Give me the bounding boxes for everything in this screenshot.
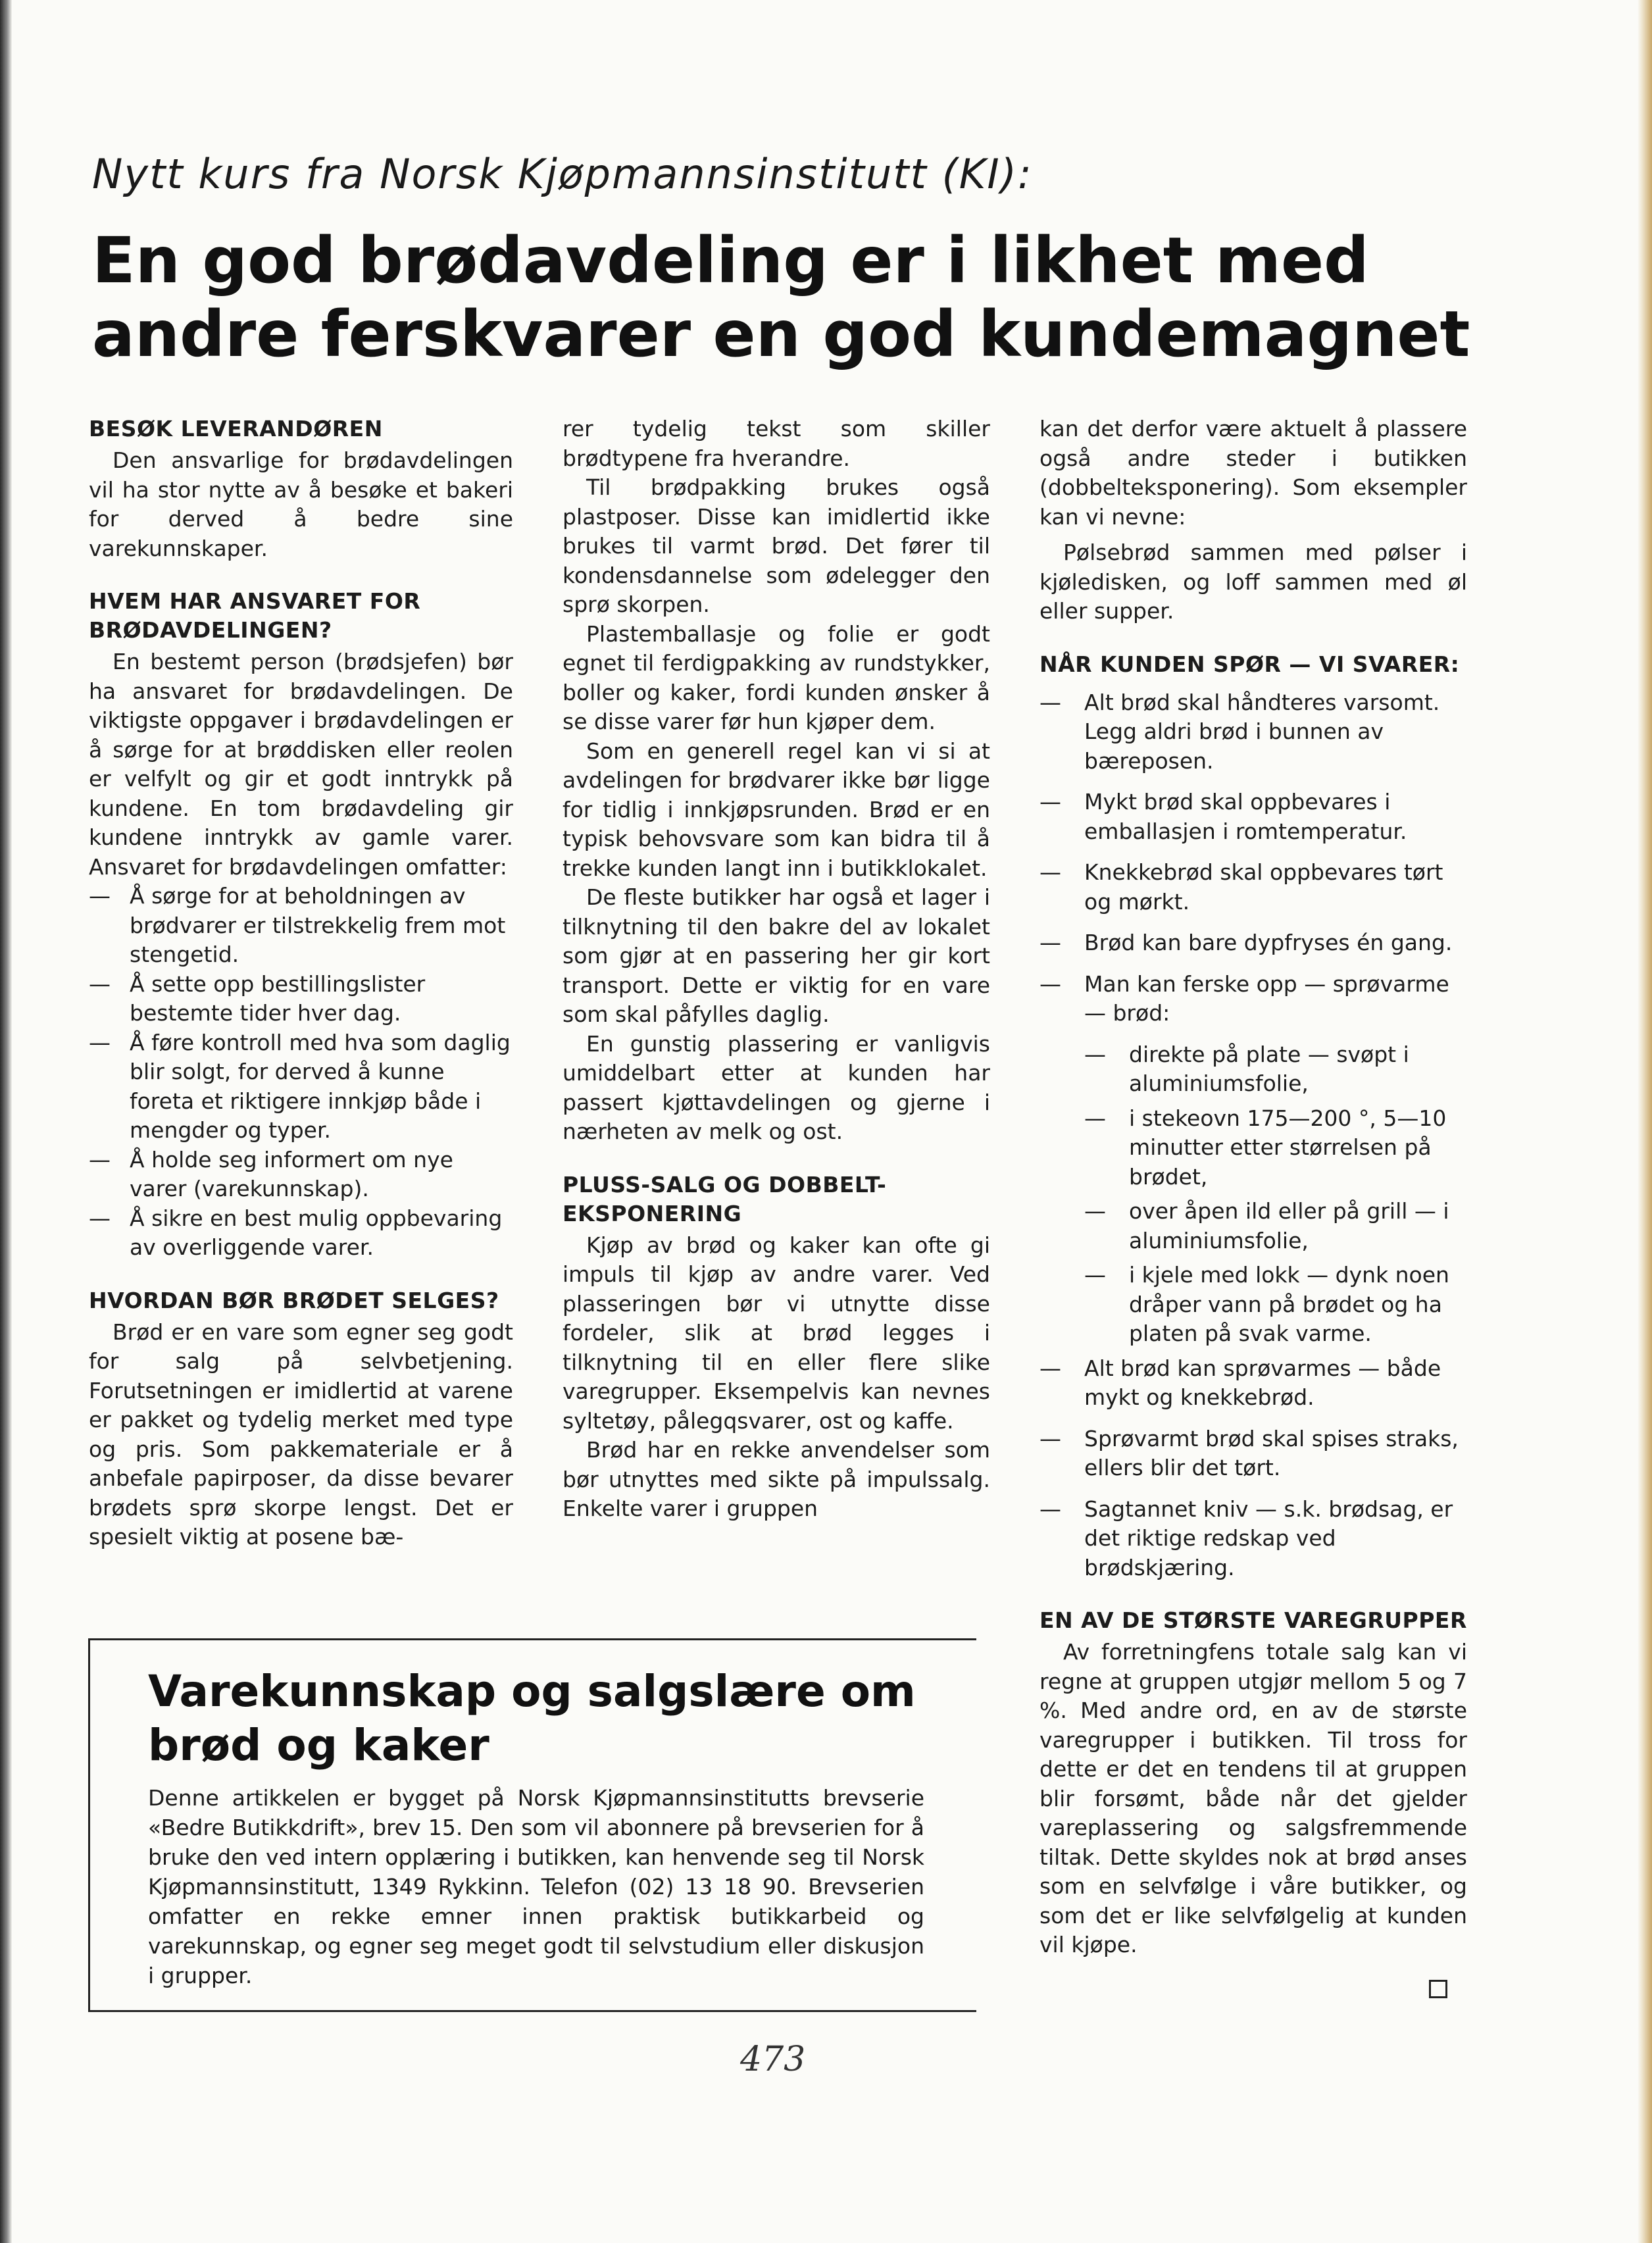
list-item: — Brød kan bare dypfryses én gang. [1039, 928, 1467, 958]
text-column-2 [563, 415, 990, 1524]
scan-edge-left [0, 0, 12, 2243]
article-headline: En god brødavdeling er i likhet med andre ferskvarer en god kundemagnet [92, 224, 1470, 371]
paragraph: Brød har en rekke anvendelser som bør utnyttes med sikte på impulssalg. Enkelte varer i gruppen [563, 1437, 990, 1521]
advice-list-continued [1039, 1354, 1467, 1583]
info-box-title: Varekunnskap og salgslære om brød og kaker [148, 1666, 916, 1771]
paragraph: rer tydelig tekst som skiller brødtypene fra hverandre. [563, 416, 990, 471]
list-item: — i kjele med lokk — dynk noen dråper vann på brødet og ha platen på svak varme. [1084, 1261, 1467, 1349]
section-heading: BESØK LEVERANDØREN [89, 416, 383, 441]
section-heading: NÅR KUNDEN SPØR — VI SVARER: [1039, 651, 1460, 677]
paragraph: Kjøp av brød og kaker kan ofte gi impuls til kjøp av andre varer. Ved plasseringen bør vi utnytte disse fordeler, slik at brød legges i tilknytning til en eller flere slike varegrupper. Eksempelvis kan nevnes syltetøy, pålegqsvarer, ost og kaffe. [563, 1232, 990, 1434]
list-item: — Man kan ferske opp — sprøvarme — brød: [1039, 970, 1467, 1028]
paragraph: Brød er en vare som egner seg godt for salg på selvbetjening. Forutsetningen er imidlertid at varene er pakket og tydelig merket med type og pris. Som pakkemateriale er å anbefale papirposer, da disse bevarer brødets sprø skorpe lengst. Det er spesielt viktig at posene bæ- [89, 1319, 513, 1550]
list-item: — Sprøvarmt brød skal spises straks, ellers blir det tørt. [1039, 1424, 1467, 1483]
responsibility-list [89, 882, 513, 1263]
section-heading: PLUSS-SALG OG DOBBELT-EKSPONERING [563, 1171, 887, 1226]
list-item: — Å sikre en best mulig oppbevaring av overliggende varer. [89, 1204, 513, 1263]
end-of-article-square-icon [1429, 1980, 1447, 1998]
paragraph: Av forretningfens totale salg kan vi regne at gruppen utgjør mellom 5 og 7 %. Med andre ord, en av de største varegrupper i butikken. Til tross for dette er det en tendens til at gruppen blir forsømt, både når det gjelder vareplassering og salgsfremmende tiltak. Dette skyldes nok at brød anses som en selvfølge i våre butikker, og som det er like selvfølgelig at kunden vil kjøpe. [1039, 1639, 1467, 1957]
paragraph: Plastemballasje og folie er godt egnet til ferdigpakking av rundstykker, boller og kaker, fordi kunden ønsker å se disse varer før hun kjøper dem. [563, 620, 990, 734]
reheat-methods-list [1039, 1040, 1467, 1349]
paragraph: En gunstig plassering er vanligvis umiddelbart etter at kunden har passert kjøttavdelingen og gjerne i nærheten av melk og ost. [563, 1030, 990, 1144]
list-item: — Sagtannet kniv — s.k. brødsag, er det riktige redskap ved brødskjæring. [1039, 1495, 1467, 1583]
list-item: — Å holde seg informert om nye varer (varekunnskap). [89, 1146, 513, 1204]
scan-edge-right [1638, 0, 1652, 2243]
list-item: — Å sørge for at beholdningen av brødvarer er tilstrekkelig frem mot stengetid. [89, 882, 513, 970]
section-heading: EN AV DE STØRSTE VAREGRUPPER [1039, 1607, 1467, 1633]
paragraph: En bestemt person (brødsjefen) bør ha ansvaret for brødavdelingen. De viktigste oppgaver i brødavdelingen er å sørge for at brøddisken eller reolen er velfylt og gir et godt inntrykk på kundene. En tom brødavdeling gir kundene inntrykk av gamle varer. Ansvaret for brødavdelingen omfatter: [89, 649, 513, 880]
list-item: — Å føre kontroll med hva som daglig blir solgt, for derved å kunne foreta et riktigere innkjøp både i mengder og typer. [89, 1028, 513, 1146]
paragraph: Som en generell regel kan vi si at avdelingen for brødvarer ikke bør ligge for tidlig i innkjøpsrunden. Brød er en typisk behovsvare som kan bidra til å trekke kunden langt inn i butikklokalet. [563, 738, 990, 881]
list-item: — Mykt brød skal oppbevares i emballasjen i romtemperatur. [1039, 788, 1467, 846]
list-item: — over åpen ild eller på grill — i aluminiumsfolie, [1084, 1197, 1467, 1255]
section-heading: HVEM HAR ANSVARET FOR BRØDAVDELINGEN? [89, 588, 421, 643]
list-item: — i stekeovn 175—200 °, 5—10 minutter etter størrelsen på brødet, [1084, 1104, 1467, 1192]
advice-list [1039, 688, 1467, 1028]
section-heading: HVORDAN BØR BRØDET SELGES? [89, 1287, 499, 1313]
list-item: — Alt brød skal håndteres varsomt. Legg aldri brød i bunnen av bæreposen. [1039, 688, 1467, 776]
paragraph: Den ansvarlige for brødavdelingen vil ha stor nytte av å besøke et bakeri for derved å bedre sine varekunnskaper. [89, 447, 513, 561]
text-column-1 [89, 415, 513, 1552]
info-box-body: Denne artikkelen er bygget på Norsk Kjøpmannsinstitutts brevserie «Bedre Butikkdrift», brev 15. Den som vil abonnere på brevserien for å bruke den ved intern opplæring i butikken, kan henvende seg til Norsk Kjøpmannsinstitutt, 1349 Rykkinn. Telefon (02) 13 18 90. Brevserien omfatter en rekke emner innen praktisk butikkarbeid og varekunnskap, og egner seg meget godt til selvstudium eller diskusjon i grupper. [148, 1785, 924, 1988]
page-number: 473 [740, 2040, 806, 2079]
paragraph: De fleste butikker har også et lager i tilknytning til den bakre del av lokalet som gjør at en passering her gir kort transport. Dette er viktig for en vare som skal påfylles daglig. [563, 884, 990, 1027]
list-item: — Å sette opp bestillingslister bestemte tider hver dag. [89, 970, 513, 1028]
list-item: — Knekkebrød skal oppbevares tørt og mørkt. [1039, 858, 1467, 917]
paragraph: kan det derfor være aktuelt å plassere også andre steder i butikken (dobbelteksponering). Som eksempler kan vi nevne: [1039, 416, 1467, 530]
paragraph: Pølsebrød sammen med pølser i kjøledisken, og loff sammen med øl eller supper. [1039, 540, 1467, 624]
paragraph: Til brødpakking brukes også plastposer. Disse kan imidlertid ikke brukes til varmt brød. Det fører til kondensdannelse som ødelegger den sprø skorpen. [563, 474, 990, 617]
list-item: — Alt brød kan sprøvarmes — både mykt og knekkebrød. [1039, 1354, 1467, 1413]
list-item: — direkte på plate — svøpt i aluminiumsfolie, [1084, 1040, 1467, 1099]
article-kicker: Nytt kurs fra Norsk Kjøpmannsinstitutt (KI): [92, 150, 1033, 198]
text-column-3 [1039, 415, 1467, 1998]
